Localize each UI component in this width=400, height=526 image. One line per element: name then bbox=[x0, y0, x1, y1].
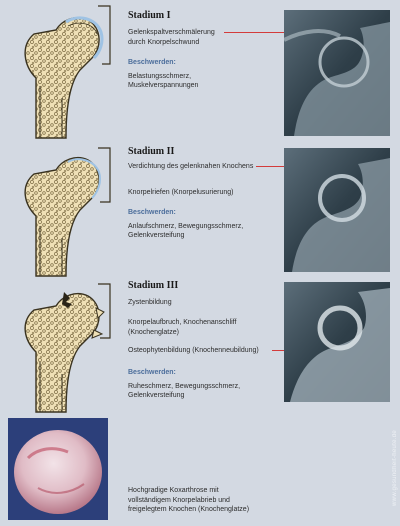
stage-3-finding-1: Zystenbildung bbox=[128, 299, 172, 306]
stage-2-finding-1: Verdichtung des gelenknahen Knochens bbox=[128, 163, 254, 170]
watermark: www.gesundheit-heute.de bbox=[392, 430, 398, 506]
stage-1-finding: Gelenkspaltverschmälerung durch Knorpelschwund bbox=[128, 29, 215, 46]
stage-3-panel bbox=[0, 278, 400, 414]
leader-line bbox=[256, 166, 284, 167]
stage-2-complaints: Beschwerden: Anlaufschmerz, Bewegungsschmerz, Gelenkversteifung bbox=[128, 209, 244, 239]
stage-1-complaints: Beschwerden: Belastungsschmerz, Muskelverspannungen bbox=[128, 59, 199, 89]
xray-stage-1 bbox=[284, 10, 390, 136]
stage-2-panel bbox=[0, 140, 400, 278]
femur-illustration-stage-2 bbox=[6, 140, 116, 278]
femoral-head-photo-panel bbox=[0, 414, 400, 526]
femur-illustration-stage-1 bbox=[6, 0, 116, 140]
stage-2-finding-2: Knorpelriefen (Knorpelusurierung) bbox=[128, 189, 234, 196]
leader-line bbox=[224, 32, 284, 33]
stage-3-finding-3: Osteophytenbildung (Knochenneubildung) bbox=[128, 347, 259, 354]
stage-3-finding-2: Knorpelaufbruch, Knochenanschliff (Knochenglatze) bbox=[128, 319, 237, 336]
stage-3-title: Stadium III bbox=[128, 280, 179, 291]
femur-illustration-stage-3 bbox=[6, 278, 116, 414]
xray-stage-3 bbox=[284, 282, 390, 402]
stage-1-title: Stadium I bbox=[128, 10, 171, 21]
femoral-head-photo bbox=[8, 418, 108, 520]
stage-2-title: Stadium II bbox=[128, 146, 175, 157]
stage-3-complaints: Beschwerden: Ruheschmerz, Bewegungsschmerz, Gelenkversteifung bbox=[128, 369, 241, 399]
stage-1-panel bbox=[0, 0, 400, 140]
xray-stage-2 bbox=[284, 148, 390, 272]
photo-caption: Hochgradige Koxarthrose mit vollständigem Knorpelabrieb und freigelegtem Knochen (Knochenglatze) bbox=[128, 487, 250, 513]
leader-line bbox=[272, 350, 284, 351]
